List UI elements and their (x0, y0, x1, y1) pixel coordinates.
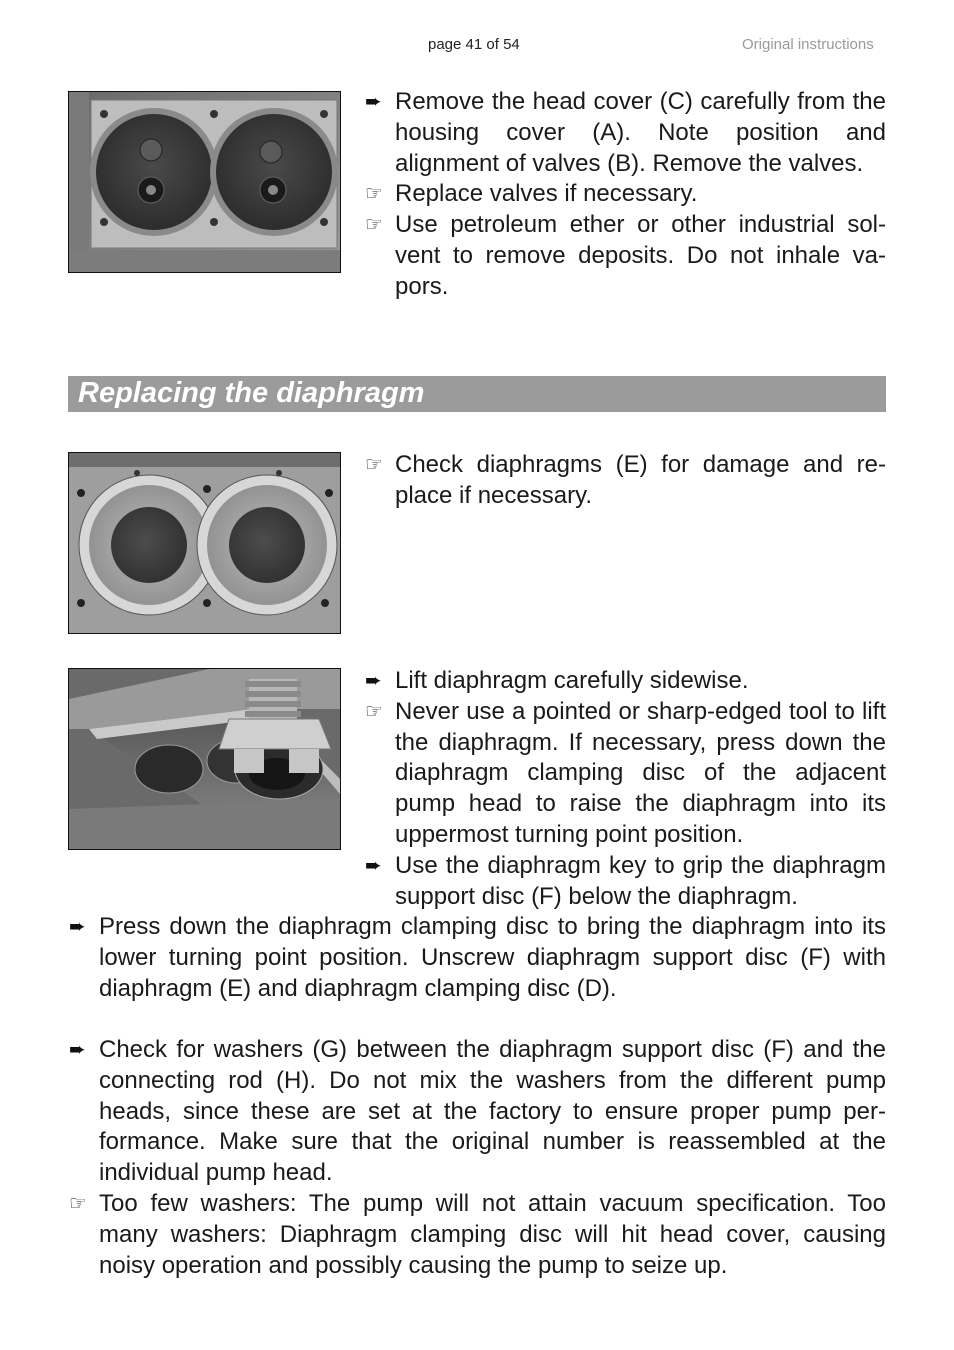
list-item-text: Too few washers: The pump will not attain vacuum specification. Too many washers: Diaphragm clamping disc will hit head cover, causing noisy operation and possibly causing the pump to seize up. (99, 1189, 886, 1279)
list-item-text: Never use a pointed or sharp-edged tool to lift the diaphragm. If necessary, press down the diaphragm clamping disc of the adjacent pump head to raise the diaphragm into its uppermost turning point position. (395, 697, 886, 848)
arrow-icon: ➨ (69, 1039, 86, 1061)
list-item (67, 912, 886, 1004)
list-item (363, 179, 886, 210)
list-item (67, 1189, 886, 1281)
section-title: Replacing the diaphragm (78, 377, 425, 409)
pointing-hand-icon: ☞ (69, 1192, 87, 1215)
list-item (363, 666, 886, 697)
list-item-text: Use petroleum ether or other industrial solvent to remove deposits. Do not inhale vapors. (395, 211, 886, 300)
list-item-text: Remove the head cover (C) carefully from the housing cover (A). Note position and alignment of valves (B). Remove the valves. (395, 88, 886, 177)
list-item-text: Press down the diaphragm clamping disc to bring the diaphragm into its lower turning point position. Unscrew diaphragm support disc (F) with diaphragm (E) and diaphragm clamping disc (D). (99, 913, 886, 1002)
diaphragms-photo (68, 452, 341, 634)
list-item-text: Use the diaphragm key to grip the diaphragm support disc (F) below the diaphragm. (395, 851, 886, 910)
list-item-text: Check diaphragms (E) for damage and replace if necessary. (395, 451, 886, 509)
pointing-hand-icon: ☞ (365, 183, 383, 206)
document-label: Original instructions (742, 36, 874, 53)
valve-instructions (363, 87, 886, 303)
list-item (363, 87, 886, 179)
pointing-hand-icon: ☞ (365, 214, 383, 237)
pointing-hand-icon: ☞ (365, 700, 383, 723)
arrow-icon: ➨ (365, 670, 382, 692)
list-item (363, 851, 886, 913)
diaphragm-key-photo (68, 668, 341, 850)
arrow-icon: ➨ (365, 91, 382, 113)
section-heading (68, 376, 886, 412)
list-item-text: Replace valves if necessary. (395, 180, 698, 208)
pointing-hand-icon: ☞ (365, 454, 383, 476)
list-item (363, 210, 886, 302)
list-item (67, 1035, 886, 1189)
list-item-text: Lift diaphragm carefully sidewise. (395, 667, 749, 694)
unscrew-instructions (67, 912, 886, 1004)
arrow-icon: ➨ (69, 916, 86, 938)
arrow-icon: ➨ (365, 854, 382, 877)
head-cover-photo (68, 91, 341, 273)
page-number: page 41 of 54 (428, 36, 520, 53)
lift-diaphragm-instructions (363, 666, 886, 912)
list-item (363, 697, 886, 851)
diaphragm-check-instructions (363, 450, 886, 512)
washer-instructions (67, 1035, 886, 1281)
list-item-text: Check for washers (G) between the diaphragm support disc (F) and the connecting rod (H). Do not mix the washers from the different pump heads, since these are set at the factory to ensure proper pump performance. Make sure that the original number is reassembled at the individual pump head. (99, 1036, 886, 1187)
list-item (363, 450, 886, 512)
